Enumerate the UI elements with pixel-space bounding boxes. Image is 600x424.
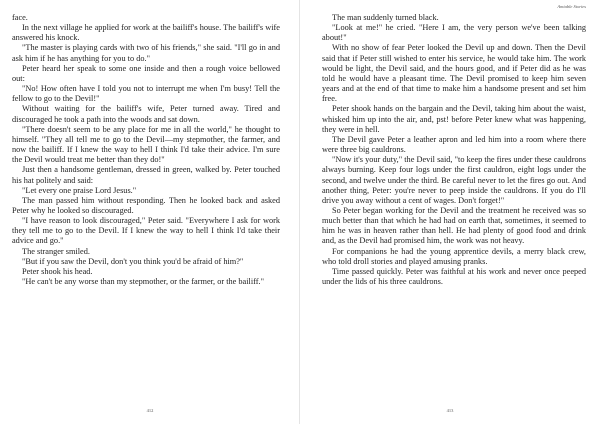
paragraph: face. bbox=[12, 13, 28, 22]
paragraph: Time passed quickly. Peter was faithful at his work and never once peeped under the lids of his three cauldrons. bbox=[322, 266, 586, 287]
paragraph: The man passed him without responding. Then he looked back and asked Peter why he looked so discouraged. bbox=[12, 195, 280, 215]
paragraph: The Devil gave Peter a leather apron and led him into a room where there were three big cauldrons. bbox=[322, 134, 586, 155]
paragraph: "Let every one praise Lord Jesus." bbox=[22, 185, 137, 195]
page-number: 412 bbox=[146, 408, 154, 413]
paragraph: "The master is playing cards with two of his friends," she said. "I'll go in and ask him if he has anything for you to do." bbox=[12, 43, 280, 63]
paragraph: In the next village he applied for work at the bailiff's house. The bailiff's wife answered his knock. bbox=[12, 23, 280, 43]
paragraph: So Peter began working for the Devil and the treatment he received was so much better than that which he had had on earth that, sometimes, it seemed to him he was in heaven rather than hell. He had plenty of good food and drink and, as the Devil had promised him, the work was not heavy. bbox=[322, 205, 586, 246]
paragraph: "I have reason to look discouraged," Peter said. "Everywhere I ask for work they tell me to go to the Devil. If I knew the way to hell I think I'd take their advice and go." bbox=[12, 216, 280, 246]
paragraph: Peter heard her speak to some one inside and then a rough voice bellowed out: bbox=[12, 63, 280, 83]
paragraph: "He can't be any worse than my stepmother, or the farmer, or the bailiff." bbox=[22, 277, 264, 287]
paragraph: "There doesn't seem to be any place for me in all the world," he thought to himself. "They all tell me to go to the Devil—my stepmother, the farmer, and now the bailiff. If I knew the way to hell I think I'd take their advice. I'm sure the Devil would treat me better than they do!" bbox=[12, 124, 280, 165]
paragraph: The stranger smiled. bbox=[22, 246, 90, 256]
paragraph: Peter shook hands on the bargain and the Devil, taking him about the waist, whisked him up into the air, and, pst! before Peter knew what was happening, they were in hell. bbox=[322, 104, 586, 134]
right-page bbox=[300, 0, 600, 424]
running-head: Amiable Stories bbox=[557, 4, 586, 9]
paragraph: Peter shook his head. bbox=[22, 266, 93, 276]
paragraph: For companions he had the young apprentice devils, a merry black crew, who told droll stories and played amusing pranks. bbox=[322, 246, 586, 266]
page-number: 413 bbox=[446, 408, 454, 413]
paragraph: "Now it's your duty," the Devil said, "to keep the fires under these cauldrons always burning. Keep four logs under the first cauldron, eight logs under the second, and twelve under the third. Be careful never to let the fires go out. And another thing, Peter: you're never to peep inside the cauldrons. If you do I'll drive you away without a cent of wages. Don't forget!" bbox=[322, 155, 586, 205]
paragraph: With no show of fear Peter looked the Devil up and down. Then the Devil said that if Peter still wished to enter his service, he would take him. The work would be light, the Devil said, and the hours good, and if Peter did as he was told he would have a pleasant time. The Devil promised to keep him seven years and at the end of that time to make him a handsome present and set him free. bbox=[322, 43, 586, 104]
paragraph: Just then a handsome gentleman, dressed in green, walked by. Peter touched his hat politely and said: bbox=[12, 165, 280, 185]
paragraph: The man suddenly turned black. bbox=[332, 13, 439, 22]
paragraph: "No! How often have I told you not to interrupt me when I'm busy! Tell the fellow to go to the Devil!" bbox=[12, 84, 280, 104]
paragraph: "Look at me!" he cried. "Here I am, the very person we've been talking about!" bbox=[322, 23, 586, 43]
paragraph: Without waiting for the bailiff's wife, Peter turned away. Tired and discouraged he took a path into the woods and sat down. bbox=[12, 104, 280, 124]
paragraph: "But if you saw the Devil, don't you think you'd be afraid of him?" bbox=[22, 256, 244, 266]
